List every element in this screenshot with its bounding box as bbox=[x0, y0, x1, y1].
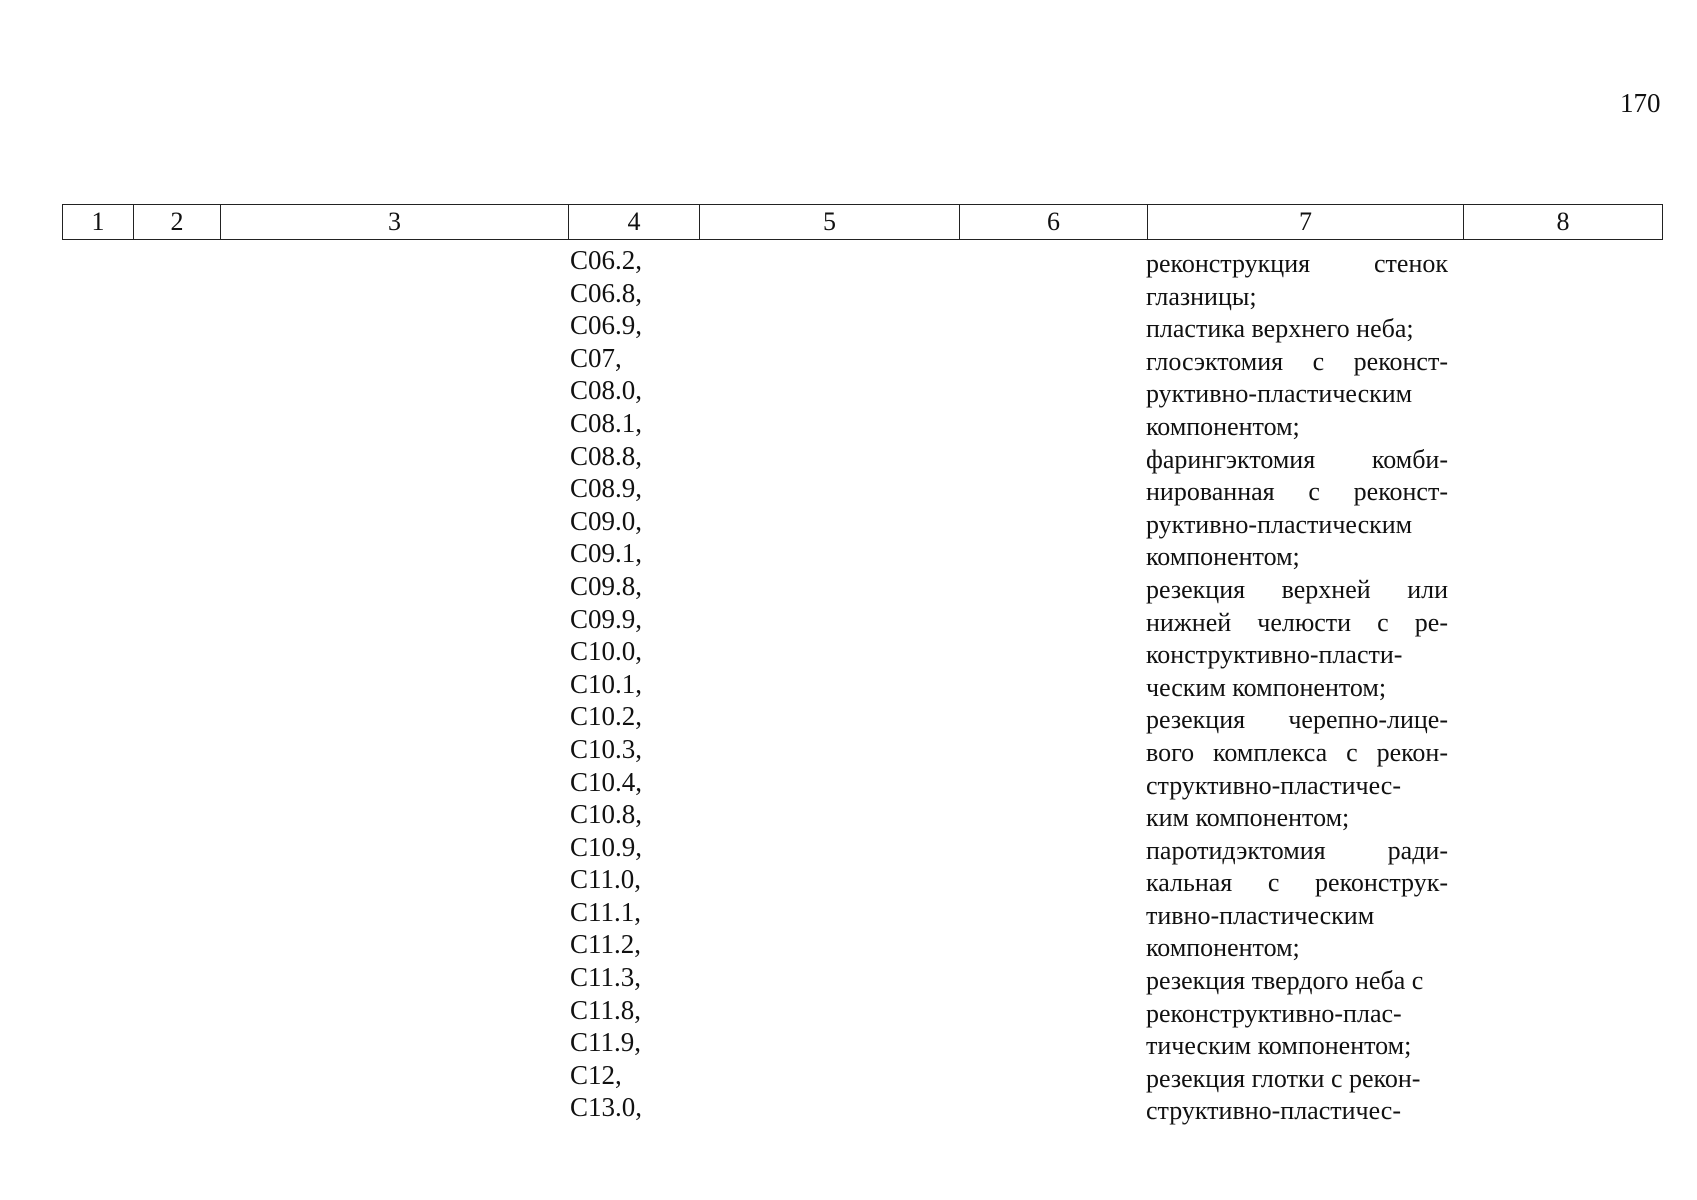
treatment-methods-column bbox=[1146, 248, 1448, 1128]
diagnosis-code: C09.9, bbox=[570, 603, 643, 634]
diagnosis-code: C08.9, bbox=[570, 473, 643, 504]
column-number-header bbox=[62, 204, 1663, 240]
diagnosis-code: C10.4, bbox=[570, 766, 643, 797]
diagnosis-code: C08.1, bbox=[570, 407, 643, 438]
method-text-line: пластика верхнего неба; bbox=[1146, 314, 1414, 344]
diagnosis-code: C12, bbox=[570, 1059, 622, 1090]
diagnosis-code: C08.8, bbox=[570, 440, 643, 471]
diagnosis-code: C10.2, bbox=[570, 701, 643, 732]
method-text-line: нижней челюсти с ре- bbox=[1146, 607, 1448, 637]
column-number-4: 4 bbox=[569, 205, 700, 240]
method-text-line: компонентом; bbox=[1146, 411, 1300, 441]
method-text-line: тивно-пластическим bbox=[1146, 900, 1375, 930]
diagnosis-code: C11.8, bbox=[570, 994, 642, 1025]
method-text-line: руктивно-пластическим bbox=[1146, 509, 1413, 539]
column-number-8: 8 bbox=[1464, 205, 1663, 240]
method-text-line: конструктивно-пласти- bbox=[1146, 640, 1403, 670]
method-text-line: структивно-пластичес- bbox=[1146, 770, 1401, 800]
method-text-line: тическим компонентом; bbox=[1146, 1031, 1412, 1061]
diagnosis-code: C11.3, bbox=[570, 962, 642, 993]
method-text-line: резекция твердого неба с bbox=[1146, 966, 1424, 996]
diagnosis-code: C11.9, bbox=[570, 1027, 642, 1058]
method-text-line: нированная с реконст- bbox=[1146, 477, 1448, 507]
diagnosis-code: C10.9, bbox=[570, 831, 643, 862]
diagnosis-code: C09.0, bbox=[570, 505, 643, 536]
column-number-1: 1 bbox=[63, 205, 134, 240]
diagnosis-code: C06.8, bbox=[570, 277, 643, 308]
method-text-line: резекция черепно-лице- bbox=[1146, 705, 1448, 735]
diagnosis-code: C08.0, bbox=[570, 375, 643, 406]
diagnosis-code: C10.0, bbox=[570, 636, 643, 667]
diagnosis-codes-column bbox=[570, 244, 642, 1124]
diagnosis-code: C07, bbox=[570, 342, 622, 373]
diagnosis-code: C10.1, bbox=[570, 668, 643, 699]
method-text-line: ческим компонентом; bbox=[1146, 672, 1387, 702]
diagnosis-code: C06.9, bbox=[570, 310, 643, 341]
method-text-line: руктивно-пластическим bbox=[1146, 379, 1413, 409]
diagnosis-code: C09.1, bbox=[570, 538, 643, 569]
diagnosis-code: C13.0, bbox=[570, 1092, 643, 1123]
method-text-line: кальная с реконструк- bbox=[1146, 868, 1448, 898]
method-text-line: фарингэктомия комби- bbox=[1146, 444, 1448, 474]
method-text-line: глосэктомия с реконст- bbox=[1146, 346, 1448, 376]
column-number-2: 2 bbox=[134, 205, 221, 240]
method-text-line: глазницы; bbox=[1146, 281, 1257, 311]
diagnosis-code: C11.1, bbox=[570, 896, 642, 927]
method-text-line: резекция глотки с рекон- bbox=[1146, 1063, 1421, 1093]
method-text-line: резекция верхней или bbox=[1146, 574, 1448, 604]
diagnosis-code: C10.8, bbox=[570, 799, 643, 830]
method-text-line: реконструктивно-плас- bbox=[1146, 998, 1402, 1028]
column-number-7: 7 bbox=[1148, 205, 1464, 240]
method-text-line: компонентом; bbox=[1146, 933, 1300, 963]
diagnosis-code: C10.3, bbox=[570, 733, 643, 764]
page-number: 170 bbox=[1620, 88, 1661, 118]
diagnosis-code: C11.0, bbox=[570, 864, 642, 895]
diagnosis-code: C06.2, bbox=[570, 245, 643, 275]
method-text-line: реконструкция стенок bbox=[1146, 249, 1448, 278]
method-text-line: паротидэктомия ради- bbox=[1146, 835, 1448, 865]
method-text-line: компонентом; bbox=[1146, 542, 1300, 572]
column-number-3: 3 bbox=[221, 205, 569, 240]
column-number-5: 5 bbox=[700, 205, 960, 240]
diagnosis-code: C09.8, bbox=[570, 570, 643, 601]
method-text-line: ким компонентом; bbox=[1146, 803, 1350, 833]
column-number-6: 6 bbox=[960, 205, 1148, 240]
diagnosis-code: C11.2, bbox=[570, 929, 642, 960]
method-text-line: структивно-пластичес- bbox=[1146, 1096, 1401, 1126]
method-text-line: вого комплекса с рекон- bbox=[1146, 737, 1448, 767]
